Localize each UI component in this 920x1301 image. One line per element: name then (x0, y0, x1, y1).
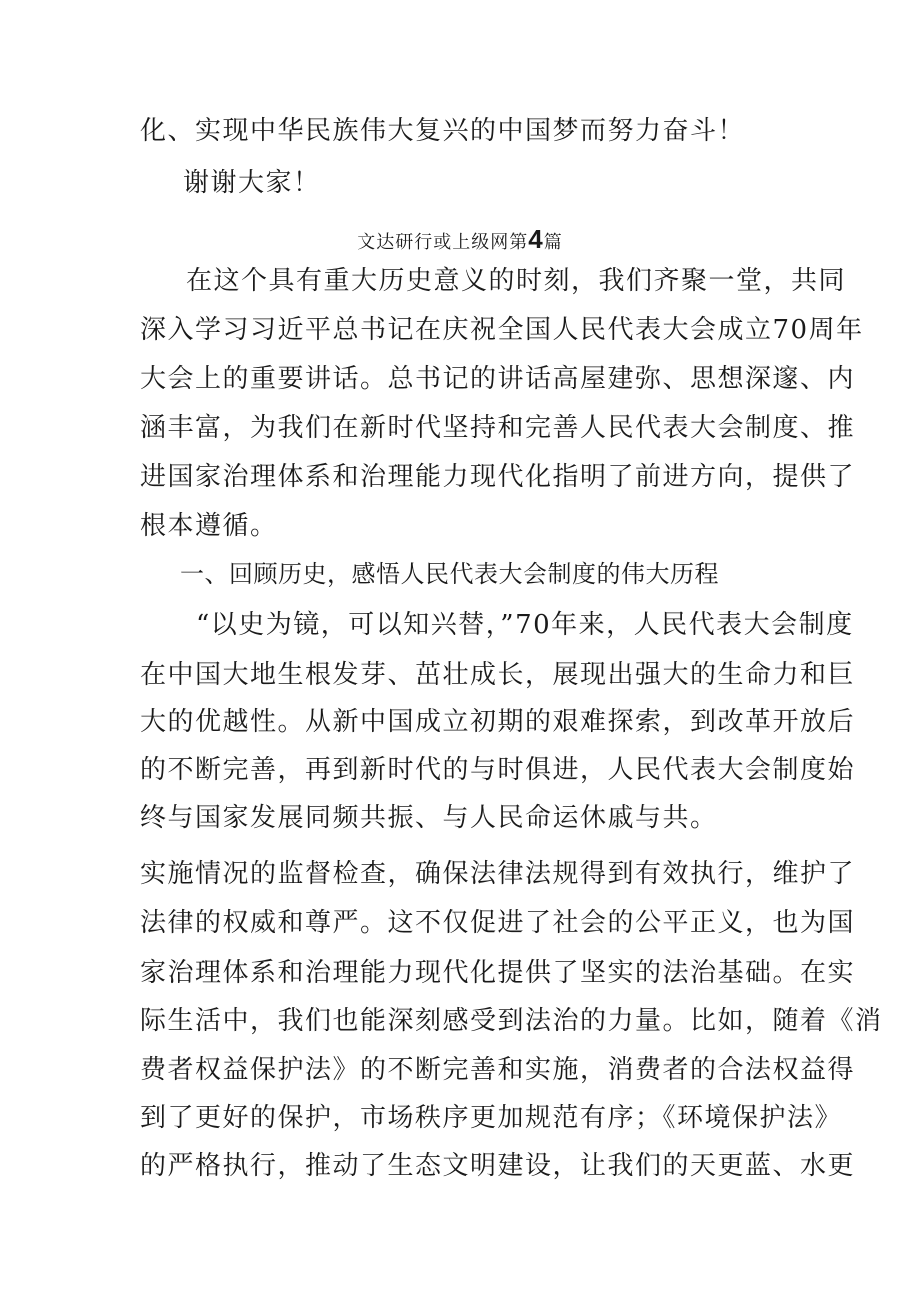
para3-line-6: 到了更好的保护，市场秩序更加规范有序；《环境保护法》 (140, 1103, 843, 1133)
section-title-number: 4 (528, 224, 544, 254)
para1-line-6: 根本遵循。 (140, 511, 278, 541)
para1-line-3: 大会上的重要讲话。总书记的讲话高屋建弥、思想深邃、内 (140, 364, 856, 394)
para1-line-5: 进国家治理体系和治理能力现代化指明了前进方向，提供了 (140, 462, 856, 492)
para2-line-3: 大的优越性。从新中国成立初期的艰难探索，到改革开放后 (140, 707, 856, 737)
section-title-prefix: 文达研行或上级网第 (357, 232, 529, 253)
para1-line-2: 深入学习习近平总书记在庆祝全国人民代表大会成立70周年 (140, 315, 864, 345)
para1-line-4: 涵丰富，为我们在新时代坚持和完善人民代表大会制度、推 (140, 413, 856, 443)
para2-line-5: 终与国家发展同频共振、与人民命运休戚与共。 (140, 803, 718, 833)
section-heading: 一、回顾历史，感悟人民代表大会制度的伟大历程 (180, 561, 719, 588)
section-title (0, 224, 920, 255)
intro-line-2: 谢谢大家！ (183, 168, 321, 198)
para3-line-7: 的严格执行，推动了生态文明建设，让我们的天更蓝、水更 (140, 1151, 856, 1181)
para3-line-4: 际生活中，我们也能深刻感受到法治的力量。比如，随着《消 (140, 1006, 883, 1036)
para2-line-2: 在中国大地生根发芽、茁壮成长，展现出强大的生命力和巨 (140, 660, 856, 690)
para1-line-1: 在这个具有重大历史意义的时刻，我们齐聚一堂，共同 (186, 266, 847, 296)
para2-line-1: “以史为镜，可以知兴替，”70年来，人民代表大会制度 (196, 610, 854, 640)
para2-line-4: 的不断完善，再到新时代的与时俱进，人民代表大会制度始 (140, 755, 856, 785)
section-title-suffix: 篇 (543, 232, 563, 253)
para3-line-1: 实施情况的监督检查，确保法律法规得到有效执行，维护了 (140, 859, 856, 889)
para3-line-2: 法律的权威和尊严。这不仅促进了社会的公平正义，也为国 (140, 908, 856, 938)
para3-line-5: 费者权益保护法》的不断完善和实施，消费者的合法权益得 (140, 1055, 856, 1085)
intro-line-1: 化、实现中华民族伟大复兴的中国梦而努力奋斗！ (140, 116, 746, 146)
para3-line-3: 家治理体系和治理能力现代化提供了坚实的法治基础。在实 (140, 958, 856, 988)
